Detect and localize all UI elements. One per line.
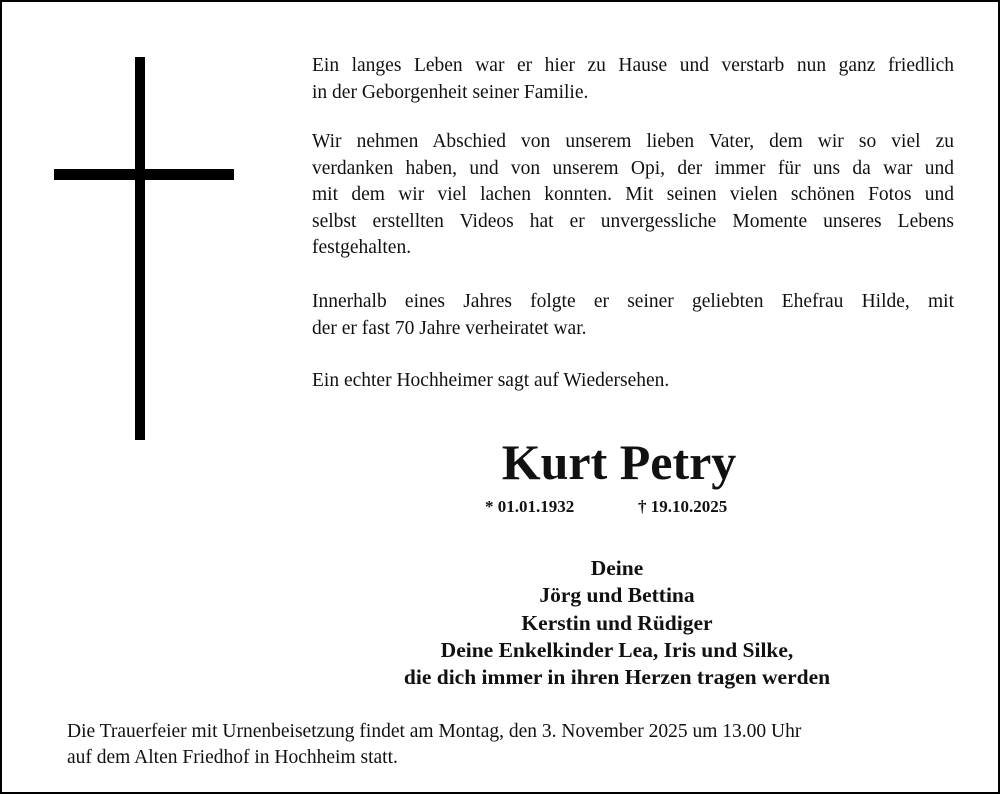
signature-line: Kerstin und Rüdiger [521, 610, 713, 635]
text-line: Wir nehmen Abschied von unserem lieben Vater, dem wir so viel zu [312, 131, 954, 152]
intro-paragraph-2 [312, 129, 954, 262]
cross-icon [135, 57, 145, 440]
signatures [317, 555, 917, 691]
deceased-name: Kurt Petry [501, 434, 737, 490]
signature-line: Deine Enkelkinder Lea, Iris und Silke, [440, 637, 794, 662]
death-date: † 19.10.2025 [638, 497, 728, 516]
text-line: mit dem wir viel lachen konnten. Mit seinen vielen schönen Fotos und [312, 184, 954, 205]
signature-line: die dich immer in ihren Herzen tragen werden [403, 665, 831, 690]
signature-line: Jörg und Bettina [539, 583, 695, 608]
text-line: Ein echter Hochheimer sagt auf Wiedersehen. [312, 370, 670, 391]
text-line: selbst erstellten Videos hat er unvergessliche Momente unseres Lebens [312, 210, 954, 232]
intro-paragraph-1 [312, 53, 954, 106]
intro-paragraph-3 [312, 289, 954, 342]
funeral-line: auf dem Alten Friedhof in Hochheim statt. [67, 747, 398, 768]
cross-icon-crossbar [54, 169, 234, 180]
intro-paragraph-4 [312, 368, 954, 395]
funeral-line: Die Trauerfeier mit Urnenbeisetzung findet am Montag, den 3. November 2025 um 13.00 Uhr [67, 721, 802, 742]
funeral-info [67, 719, 801, 771]
birth-date: * 01.01.1932 [485, 497, 575, 516]
text-line: Innerhalb eines Jahres folgte er seiner geliebten Ehefrau Hilde, mit [312, 291, 954, 312]
signature-line: Deine [590, 556, 644, 580]
text-line: festgehalten. [312, 237, 412, 258]
text-line: Ein langes Leben war er hier zu Hause und verstarb nun ganz friedlich [312, 55, 954, 76]
text-line: in der Geborgenheit seiner Familie. [312, 81, 589, 103]
text-line: der er fast 70 Jahre verheiratet war. [312, 317, 587, 339]
text-line: verdanken haben, und von unserem Opi, der immer für uns da war und [312, 157, 954, 179]
